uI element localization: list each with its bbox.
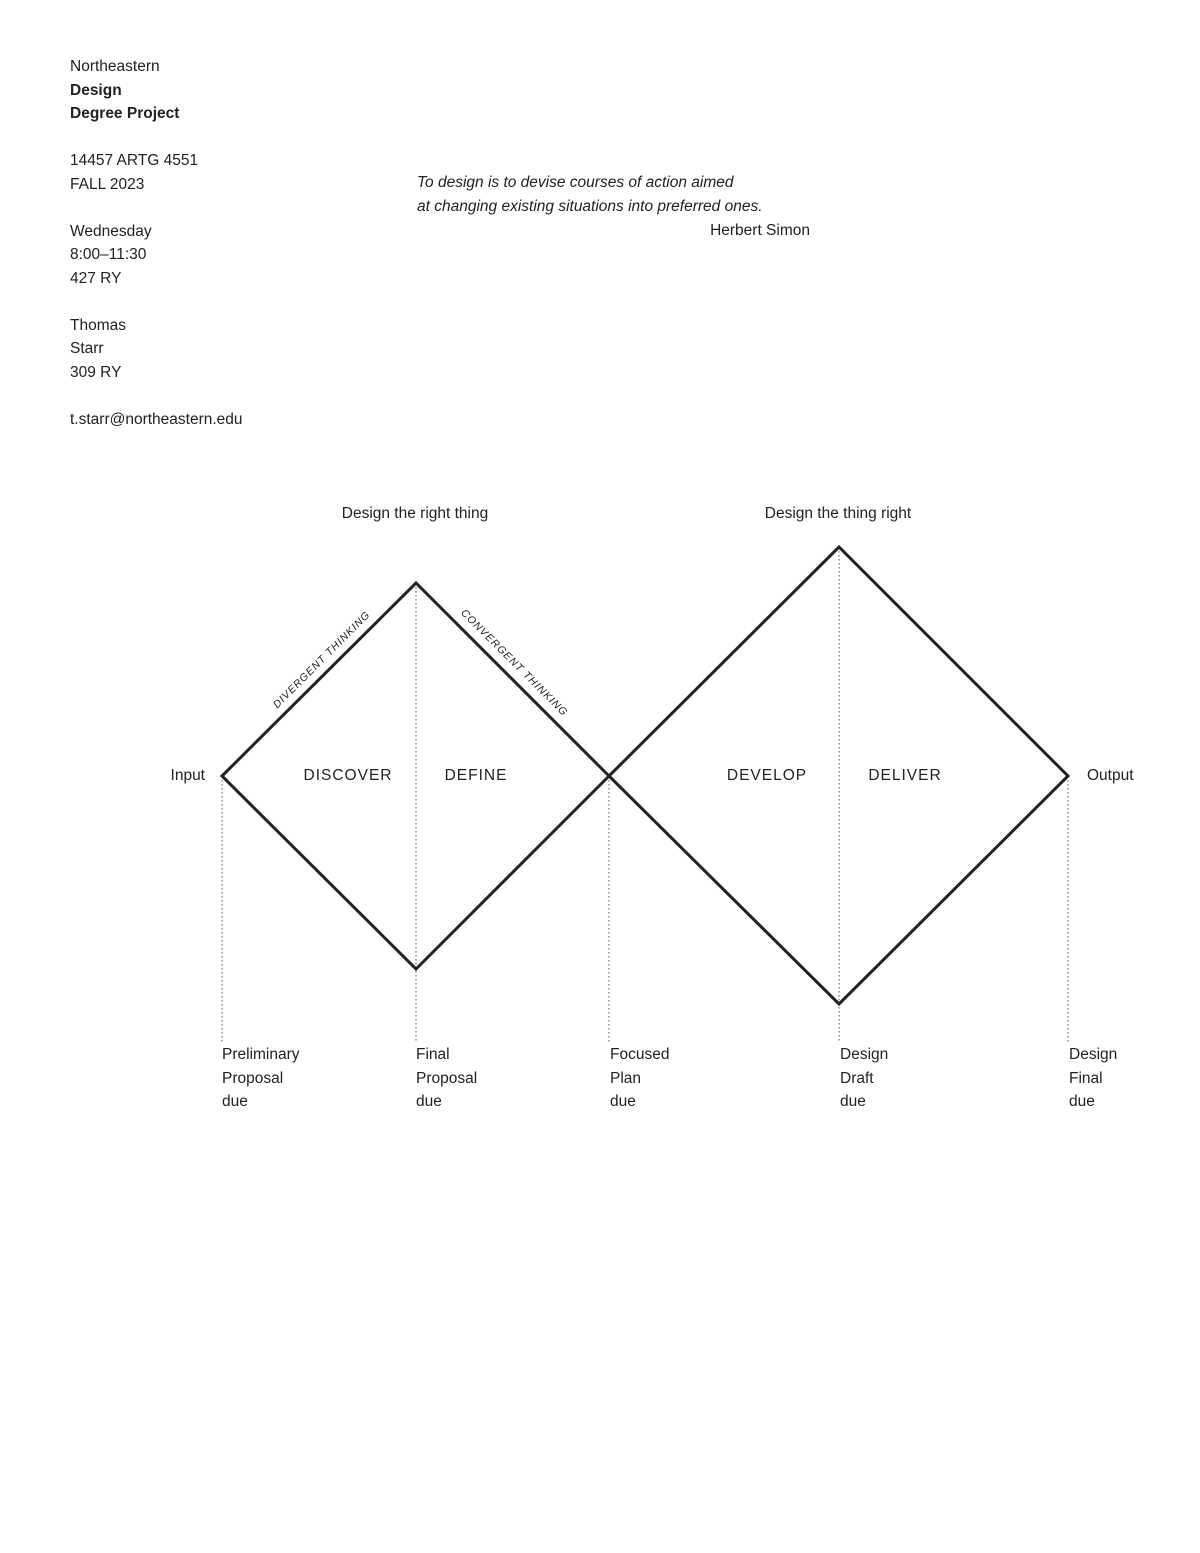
quote-line-2: at changing existing situations into preferred ones.: [417, 198, 763, 215]
milestone-final-proposal: [416, 1046, 477, 1110]
program-name: Design: [70, 81, 122, 99]
convergent-thinking-label: CONVERGENT THINKING: [458, 606, 571, 719]
milestone-line: Plan: [610, 1070, 642, 1087]
input-label: Input: [170, 767, 205, 785]
milestone-line: Design: [1069, 1046, 1118, 1063]
milestone-focused-plan: [610, 1046, 669, 1110]
milestone-line: Focused: [610, 1046, 670, 1063]
output-label: Output: [1087, 767, 1134, 785]
class-room: 427 RY: [70, 269, 122, 287]
milestone-line: due: [1069, 1093, 1095, 1110]
school-name: Northeastern: [70, 58, 160, 75]
milestone-line: Preliminary: [222, 1046, 300, 1063]
milestone-line: due: [222, 1093, 248, 1110]
right-diamond-title: Design the thing right: [764, 505, 912, 522]
divergent-thinking-label: DIVERGENT THINKING: [270, 608, 373, 711]
milestone-design-final: [1069, 1046, 1117, 1110]
milestone-line: Final: [416, 1046, 450, 1063]
term: FALL 2023: [70, 175, 145, 193]
milestone-line: Proposal: [416, 1070, 478, 1087]
quote-line-1: To design is to devise courses of action aimed: [417, 174, 734, 191]
milestone-line: Proposal: [222, 1070, 284, 1087]
milestone-line: due: [416, 1093, 442, 1110]
class-time: 8:00–11:30: [70, 246, 147, 263]
milestone-design-draft: [840, 1046, 888, 1110]
phase-discover: DISCOVER: [303, 767, 393, 785]
course-title: Degree Project: [70, 105, 180, 122]
milestone-line: due: [840, 1093, 866, 1110]
phase-develop: DEVELOP: [726, 767, 808, 785]
instructor-office: 309 RY: [70, 363, 122, 381]
instructor-first-name: Thomas: [70, 316, 126, 334]
milestone-line: due: [610, 1093, 636, 1110]
class-day: Wednesday: [70, 222, 152, 240]
phase-deliver: DELIVER: [868, 767, 942, 785]
course-code: 14457 ARTG 4551: [70, 152, 199, 169]
milestone-line: Final: [1069, 1070, 1103, 1087]
instructor-last-name: Starr: [70, 340, 104, 357]
quote-author: Herbert Simon: [710, 222, 810, 239]
milestone-line: Draft: [840, 1070, 874, 1087]
milestone-preliminary-proposal: [222, 1046, 300, 1110]
left-diamond-title: Design the right thing: [341, 505, 489, 522]
instructor-email[interactable]: t.starr@northeastern.edu: [70, 410, 243, 428]
phase-define: DEFINE: [444, 767, 508, 785]
milestone-line: Design: [840, 1046, 889, 1063]
